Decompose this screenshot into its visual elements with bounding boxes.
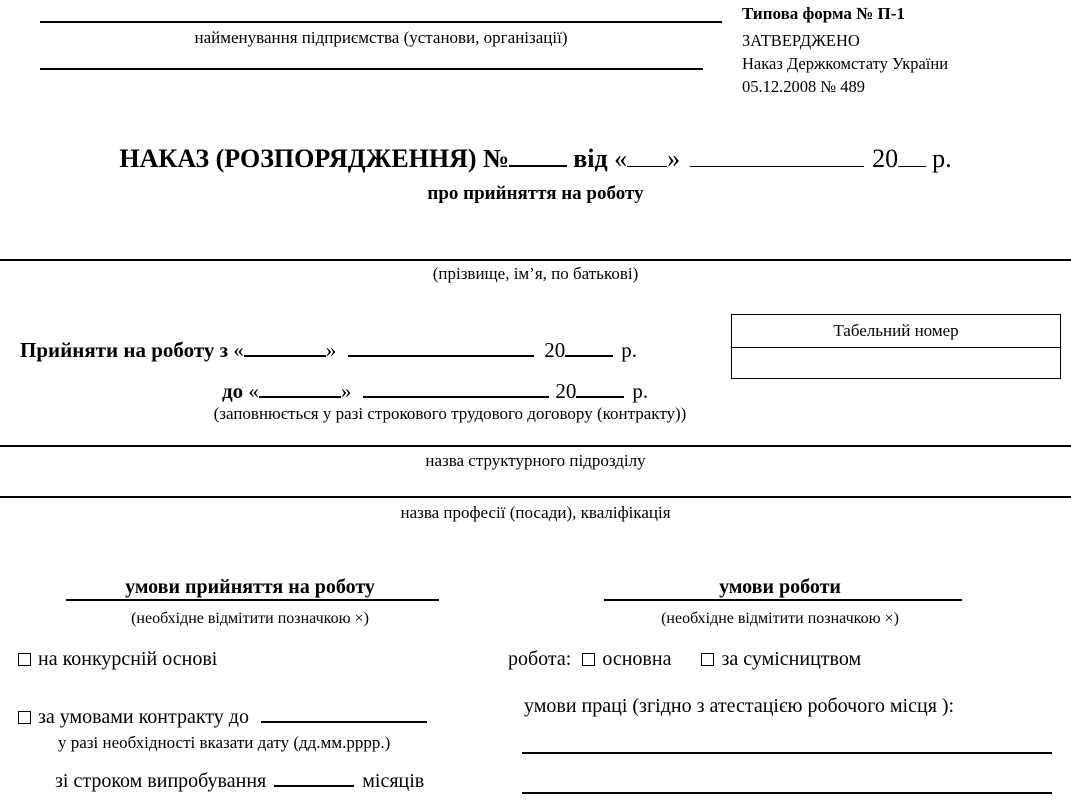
hire-to-day-blank[interactable] bbox=[259, 375, 341, 398]
hire-to-year-blank[interactable] bbox=[576, 375, 624, 398]
checkbox-competitive-label: на конкурсній основі bbox=[38, 648, 218, 670]
approval-block bbox=[742, 29, 948, 98]
probation-row bbox=[55, 764, 424, 793]
employee-name-caption: (прізвище, ім’я, по батькові) bbox=[432, 264, 639, 283]
checkbox-contract-label: за умовами контракту до bbox=[38, 706, 249, 728]
hire-from-year-blank[interactable] bbox=[565, 334, 613, 357]
approved-date: 05.12.2008 № 489 bbox=[742, 77, 865, 96]
order-title-from: від bbox=[573, 144, 608, 173]
tabel-number-value[interactable] bbox=[732, 348, 1061, 379]
probation-months-blank[interactable] bbox=[274, 764, 354, 787]
subdivision-rule[interactable] bbox=[0, 445, 1071, 447]
hire-to-quote-open: « bbox=[248, 379, 259, 403]
hire-conditions-subcaption: (необхідне відмітити позначкою ×) bbox=[131, 610, 369, 627]
tabel-number-table bbox=[731, 314, 1061, 379]
checkbox-main-work-icon[interactable] bbox=[582, 653, 595, 666]
table-row bbox=[732, 315, 1061, 348]
hire-from-quote-open: « bbox=[233, 338, 244, 362]
order-year-suffix: р. bbox=[932, 144, 952, 173]
profession-rule[interactable] bbox=[0, 496, 1071, 498]
labour-conditions-blank-2[interactable] bbox=[522, 792, 1052, 794]
work-type-row bbox=[508, 648, 861, 671]
order-year-blank[interactable] bbox=[898, 146, 926, 167]
hire-conditions-underline bbox=[66, 599, 439, 601]
employee-name-rule[interactable] bbox=[0, 259, 1071, 261]
hire-from-day-blank[interactable] bbox=[244, 334, 326, 357]
approved-label: ЗАТВЕРДЖЕНО bbox=[742, 31, 860, 50]
labour-conditions-label: умови праці (згідно з атестацією робочого місця ): bbox=[524, 695, 955, 717]
order-title-main: НАКАЗ (РОЗПОРЯДЖЕННЯ) № bbox=[119, 144, 510, 173]
hire-from-label: Прийняти на роботу з bbox=[20, 338, 229, 362]
form-code-label: Типова форма № П-1 bbox=[742, 4, 905, 23]
order-year-prefix: 20 bbox=[872, 144, 899, 173]
checkbox-secondary-work-label: за сумісництвом bbox=[721, 648, 862, 670]
hire-to-year-prefix: 20 bbox=[555, 379, 577, 403]
hire-from-month-blank[interactable] bbox=[348, 334, 534, 357]
table-row bbox=[732, 348, 1061, 379]
order-number-blank[interactable] bbox=[509, 143, 567, 167]
checkbox-row-competitive[interactable] bbox=[18, 648, 217, 671]
org-name-rule-bottom bbox=[40, 68, 703, 70]
contract-date-blank[interactable] bbox=[261, 700, 427, 723]
subdivision-caption: назва структурного підрозділу bbox=[425, 451, 646, 470]
hire-to-year-suffix: р. bbox=[632, 379, 649, 403]
approved-order: Наказ Держкомстату України bbox=[742, 54, 949, 73]
hire-from-year-prefix: 20 bbox=[544, 338, 566, 362]
order-subtitle: про прийняття на роботу bbox=[427, 183, 644, 204]
quote-close: » bbox=[667, 144, 681, 173]
hire-from-quote-close: » bbox=[325, 338, 337, 362]
probation-suffix: місяців bbox=[362, 770, 425, 792]
work-conditions-subcaption: (необхідне відмітити позначкою ×) bbox=[661, 610, 899, 627]
probation-label: зі строком випробування bbox=[55, 770, 267, 792]
hire-to-row bbox=[222, 375, 648, 404]
org-name-rule-top bbox=[40, 21, 722, 23]
checkbox-row-contract[interactable] bbox=[18, 700, 427, 729]
order-month-blank[interactable] bbox=[690, 146, 864, 167]
hire-from-row bbox=[20, 334, 637, 363]
checkbox-competitive-icon[interactable] bbox=[18, 653, 31, 666]
order-date-group bbox=[614, 144, 952, 173]
hire-to-quote-close: » bbox=[340, 379, 352, 403]
contract-date-note: у разі необхідності вказати дату (дд.мм.рррр.) bbox=[58, 733, 391, 752]
hire-to-month-blank[interactable] bbox=[363, 375, 549, 398]
hire-term-note: (заповнюється у разі строкового трудового договору (контракту)) bbox=[213, 404, 687, 423]
checkbox-secondary-work-icon[interactable] bbox=[701, 653, 714, 666]
work-conditions-heading: умови роботи bbox=[719, 576, 841, 598]
quote-open: « bbox=[614, 144, 628, 173]
checkbox-main-work-label: основна bbox=[602, 648, 672, 670]
work-type-label: робота: bbox=[508, 648, 572, 670]
hire-conditions-heading: умови прийняття на роботу bbox=[125, 576, 375, 598]
hire-to-label: до bbox=[222, 379, 244, 403]
work-conditions-underline bbox=[604, 599, 962, 601]
hire-from-year-suffix: р. bbox=[621, 338, 638, 362]
checkbox-contract-icon[interactable] bbox=[18, 711, 31, 724]
tabel-number-header: Табельний номер bbox=[732, 315, 1061, 348]
order-title bbox=[0, 143, 1071, 175]
org-name-caption: найменування підприємства (установи, організації) bbox=[194, 28, 568, 47]
profession-caption: назва професії (посади), кваліфікація bbox=[400, 503, 671, 522]
labour-conditions-blank-1[interactable] bbox=[522, 752, 1052, 754]
order-day-blank[interactable] bbox=[627, 146, 667, 167]
